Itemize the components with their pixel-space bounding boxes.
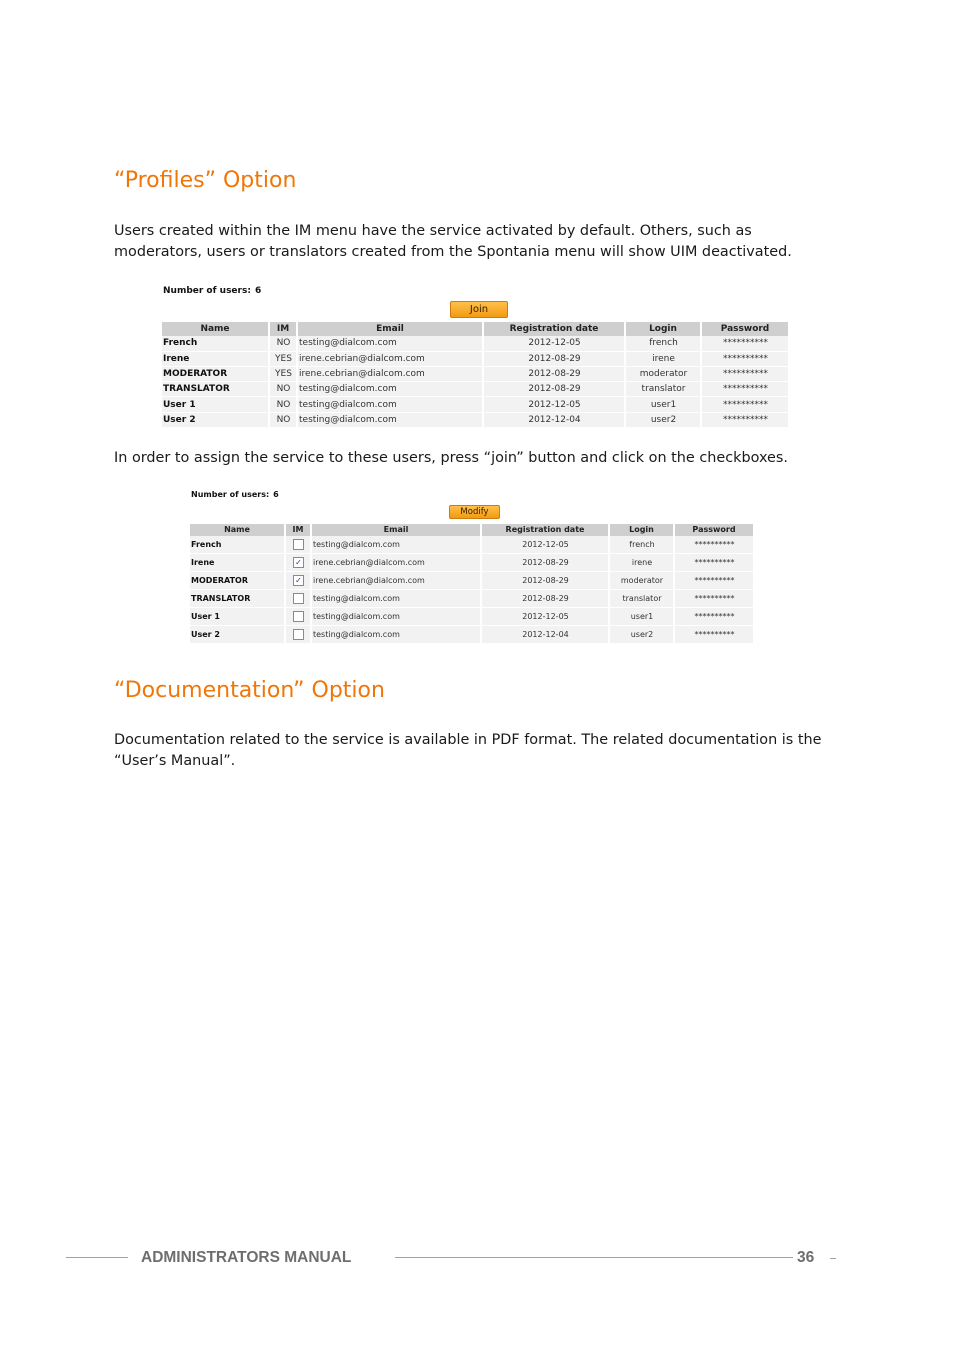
profiles-heading: “Profiles” Option: [114, 168, 297, 193]
column-header-name: Name: [162, 322, 268, 336]
users-list-screenshot-join: [162, 283, 796, 423]
column-header-registration-date: Registration date: [482, 524, 608, 536]
registration-date-cell: 2012-08-29: [484, 382, 624, 397]
password-cell: **********: [675, 608, 753, 626]
email-cell: irene.cebrian@dialcom.com: [298, 367, 482, 382]
email-cell: testing@dialcom.com: [312, 626, 480, 644]
column-header-password: Password: [702, 322, 788, 336]
user-name-cell: Irene: [162, 352, 268, 367]
user-name-cell: User 2: [162, 413, 268, 428]
im-status-cell: NO: [270, 413, 296, 428]
user-name-cell: TRANSLATOR: [162, 382, 268, 397]
table-header-row: [190, 524, 753, 536]
email-cell: testing@dialcom.com: [298, 413, 482, 428]
column-header-email: Email: [298, 322, 482, 336]
documentation-heading: “Documentation” Option: [114, 678, 385, 703]
table-row: [190, 536, 753, 554]
email-cell: testing@dialcom.com: [298, 382, 482, 397]
password-cell: **********: [702, 397, 788, 412]
footer-rule-end: [830, 1258, 836, 1259]
users-list-screenshot-modify: [190, 488, 762, 646]
table-row: [190, 554, 753, 572]
password-cell: **********: [702, 352, 788, 367]
page-number: 36: [797, 1249, 815, 1266]
im-checkbox-cell: [286, 536, 310, 554]
login-cell: irene: [626, 352, 700, 367]
password-cell: **********: [675, 536, 753, 554]
login-cell: french: [610, 536, 673, 554]
password-cell: **********: [675, 572, 753, 590]
column-header-im: IM: [286, 524, 310, 536]
registration-date-cell: 2012-12-04: [484, 413, 624, 428]
table-row: [162, 397, 788, 412]
im-checkbox[interactable]: [293, 611, 304, 622]
email-cell: testing@dialcom.com: [298, 336, 482, 351]
join-button[interactable]: Join: [450, 301, 508, 318]
modify-button[interactable]: Modify: [449, 505, 500, 519]
user-name-cell: TRANSLATOR: [190, 590, 284, 608]
login-cell: user2: [626, 413, 700, 428]
profiles-instruction: In order to assign the service to these users, press “join” button and click on the checkboxes.: [114, 450, 788, 466]
user-name-cell: MODERATOR: [162, 367, 268, 382]
email-cell: testing@dialcom.com: [312, 536, 480, 554]
column-header-login: Login: [610, 524, 673, 536]
user-name-cell: French: [190, 536, 284, 554]
column-header-password: Password: [675, 524, 753, 536]
table-row: [162, 336, 788, 351]
im-status-cell: YES: [270, 352, 296, 367]
user-count: Number of users: 6: [191, 490, 279, 499]
login-cell: moderator: [626, 367, 700, 382]
table-row: [190, 626, 753, 644]
table-row: [162, 382, 788, 397]
login-cell: moderator: [610, 572, 673, 590]
registration-date-cell: 2012-08-29: [484, 367, 624, 382]
im-checkbox-cell: [286, 626, 310, 644]
user-count: Number of users: 6: [163, 286, 262, 296]
documentation-body: Documentation related to the service is available in PDF format. The related documentation is the “User’s Manual”.: [114, 732, 822, 769]
login-cell: user2: [610, 626, 673, 644]
column-header-login: Login: [626, 322, 700, 336]
registration-date-cell: 2012-12-05: [482, 608, 608, 626]
registration-date-cell: 2012-12-05: [482, 536, 608, 554]
password-cell: **********: [702, 367, 788, 382]
user-name-cell: User 2: [190, 626, 284, 644]
user-name-cell: French: [162, 336, 268, 351]
column-header-im: IM: [270, 322, 296, 336]
email-cell: irene.cebrian@dialcom.com: [312, 572, 480, 590]
im-checkbox-cell: [286, 590, 310, 608]
im-checkbox[interactable]: [293, 539, 304, 550]
im-checkbox-checked[interactable]: ✓: [293, 575, 304, 586]
registration-date-cell: 2012-12-04: [482, 626, 608, 644]
im-status-cell: YES: [270, 367, 296, 382]
table-row: [190, 572, 753, 590]
im-checkbox-cell: [286, 572, 310, 590]
email-cell: testing@dialcom.com: [312, 590, 480, 608]
password-cell: **********: [702, 336, 788, 351]
login-cell: translator: [626, 382, 700, 397]
email-cell: irene.cebrian@dialcom.com: [312, 554, 480, 572]
password-cell: **********: [675, 626, 753, 644]
email-cell: irene.cebrian@dialcom.com: [298, 352, 482, 367]
login-cell: irene: [610, 554, 673, 572]
password-cell: **********: [702, 382, 788, 397]
footer-rule-left: [66, 1257, 128, 1258]
im-checkbox[interactable]: [293, 593, 304, 604]
login-cell: user1: [626, 397, 700, 412]
registration-date-cell: 2012-08-29: [484, 352, 624, 367]
im-checkbox-cell: [286, 554, 310, 572]
table-row: [190, 590, 753, 608]
registration-date-cell: 2012-08-29: [482, 554, 608, 572]
table-header-row: [162, 322, 788, 336]
table-row: [162, 367, 788, 382]
column-header-name: Name: [190, 524, 284, 536]
user-name-cell: User 1: [162, 397, 268, 412]
im-checkbox[interactable]: [293, 629, 304, 640]
password-cell: **********: [702, 413, 788, 428]
im-status-cell: NO: [270, 382, 296, 397]
login-cell: translator: [610, 590, 673, 608]
login-cell: user1: [610, 608, 673, 626]
registration-date-cell: 2012-12-05: [484, 336, 624, 351]
table-row: [190, 608, 753, 626]
im-checkbox-checked[interactable]: ✓: [293, 557, 304, 568]
footer-rule-right: [395, 1257, 793, 1258]
im-status-cell: NO: [270, 336, 296, 351]
registration-date-cell: 2012-12-05: [484, 397, 624, 412]
im-checkbox-cell: [286, 608, 310, 626]
email-cell: testing@dialcom.com: [298, 397, 482, 412]
password-cell: **********: [675, 590, 753, 608]
email-cell: testing@dialcom.com: [312, 608, 480, 626]
column-header-email: Email: [312, 524, 480, 536]
users-table: [160, 322, 790, 428]
password-cell: **********: [675, 554, 753, 572]
user-name-cell: User 1: [190, 608, 284, 626]
user-name-cell: Irene: [190, 554, 284, 572]
table-row: [162, 413, 788, 428]
users-table: [188, 524, 755, 644]
profiles-intro: Users created within the IM menu have the service activated by default. Others, such as moderators, users or translators created from the Spontania menu will show UIM deactivated.: [114, 223, 792, 260]
registration-date-cell: 2012-08-29: [482, 572, 608, 590]
table-row: [162, 352, 788, 367]
footer-title: ADMINISTRATORS MANUAL: [141, 1249, 352, 1266]
im-status-cell: NO: [270, 397, 296, 412]
registration-date-cell: 2012-08-29: [482, 590, 608, 608]
user-name-cell: MODERATOR: [190, 572, 284, 590]
login-cell: french: [626, 336, 700, 351]
column-header-registration-date: Registration date: [484, 322, 624, 336]
